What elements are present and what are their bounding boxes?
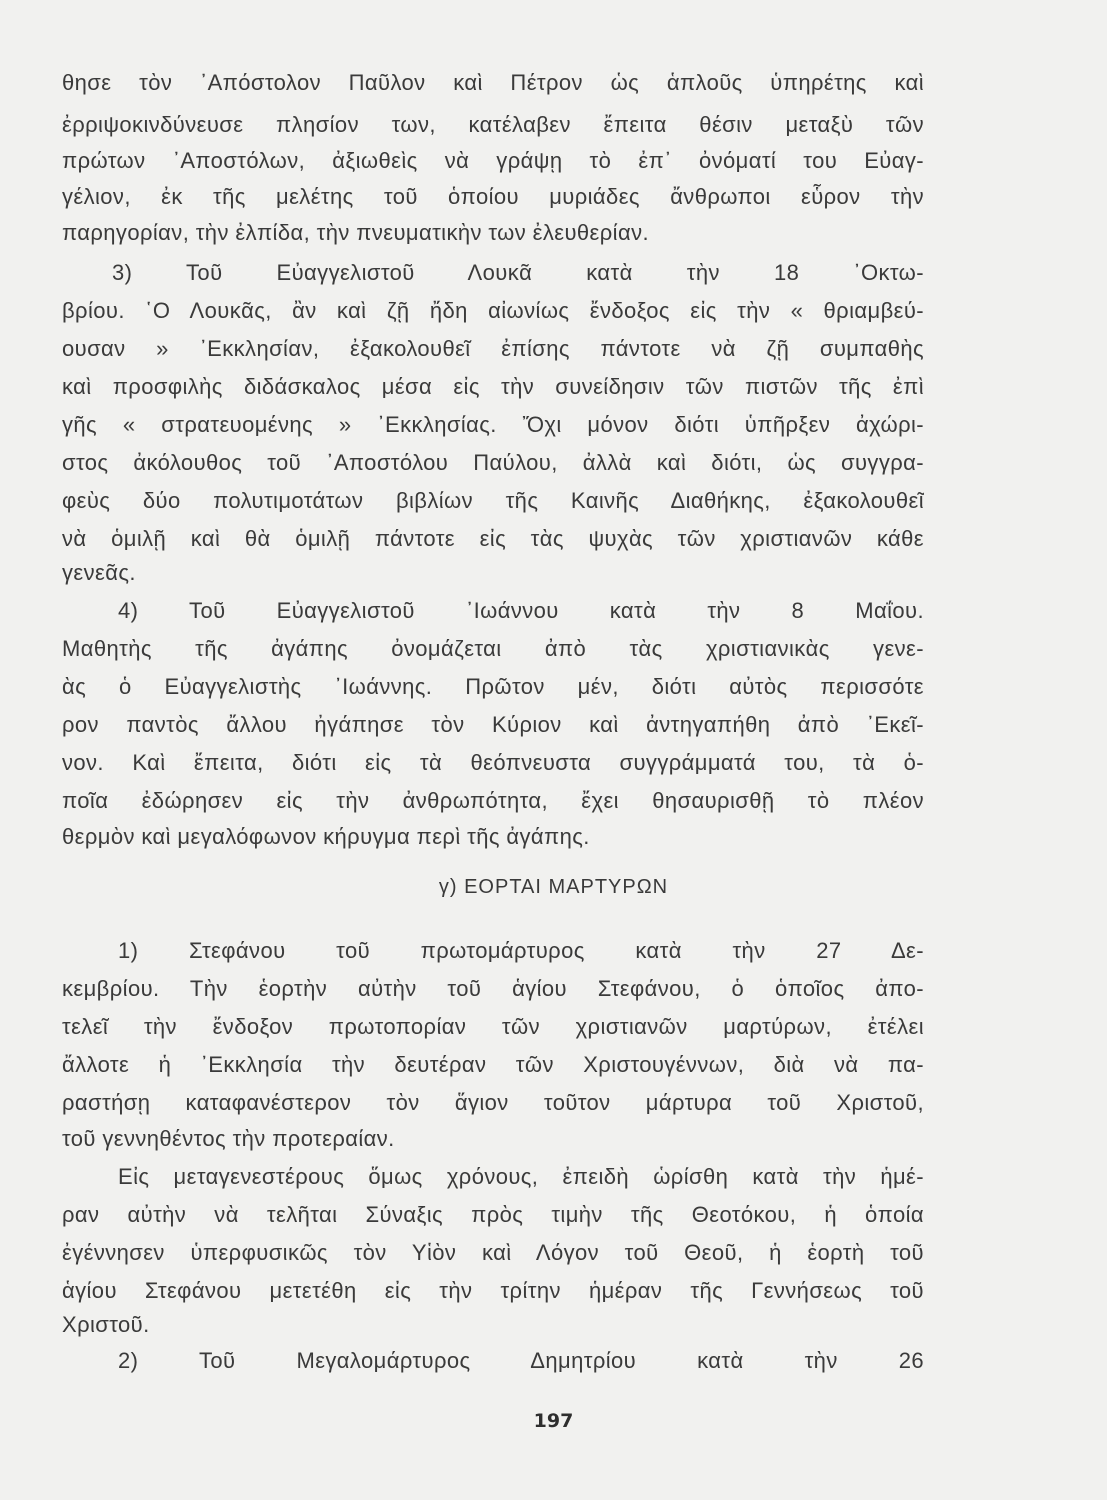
text-line: στος ἀκόλουθος τοῦ ᾿Αποστόλου Παύλου, ἀλλὰ καὶ διότι, ὡς συγγρα- <box>62 450 924 475</box>
text-line: θησε τὸν ᾿Απόστολον Παῦλον καὶ Πέτρον ὡς ἁπλοῦς ὑπηρέτης καὶ <box>62 70 924 95</box>
text-line: πρώτων ᾿Αποστόλων, ἀξιωθεὶς νὰ γράψῃ τὸ ἐπ᾿ ὀνόματί του Εὐαγ- <box>62 148 924 173</box>
text-line: καὶ προσφιλὴς διδάσκαλος μέσα εἰς τὴν συνείδησιν τῶν πιστῶν τῆς ἐπὶ <box>62 374 924 399</box>
text-line: Χριστοῦ. <box>62 1312 150 1337</box>
text-line: 2) Τοῦ Μεγαλομάρτυρος Δημητρίου κατὰ τὴν 26 <box>118 1348 924 1373</box>
text-line: Μαθητὴς τῆς ἀγάπης ὀνομάζεται ἀπὸ τὰς χριστιανικὰς γενε- <box>62 636 924 661</box>
text-line: γέλιον, ἐκ τῆς μελέτης τοῦ ὁποίου μυριάδες ἄνθρωποι εὗρον τὴν <box>62 184 924 209</box>
text-line: 1) Στεφάνου τοῦ πρωτομάρτυρος κατὰ τὴν 27 Δε- <box>118 938 924 963</box>
text-line: παρηγορίαν, τὴν ἐλπίδα, τὴν πνευματικὴν των ἐλευθερίαν. <box>62 220 649 245</box>
text-line: τοῦ γεννηθέντος τὴν προτεραίαν. <box>62 1126 395 1151</box>
text-line: γῆς « στρατευομένης » ᾿Εκκλησίας. Ὄχι μόνον διότι ὑπῆρξεν ἀχώρι- <box>62 412 924 437</box>
page-number: 197 <box>533 1410 574 1432</box>
text-line: φεὺς δύο πολυτιμοτάτων βιβλίων τῆς Καινῆς Διαθήκης, ἐξακολουθεῖ <box>62 488 924 513</box>
section-heading: γ) ΕΟΡΤΑΙ ΜΑΡΤΥΡΩΝ <box>438 876 669 898</box>
text-line: ρον παντὸς ἄλλου ἠγάπησε τὸν Κύριον καὶ ἀντηγαπήθη ἀπὸ ᾿Εκεῖ- <box>62 712 924 737</box>
text-line: νον. Καὶ ἔπειτα, διότι εἰς τὰ θεόπνευστα συγγράμματά του, τὰ ὁ- <box>62 750 924 775</box>
text-line: Εἰς μεταγενεστέρους ὅμως χρόνους, ἐπειδὴ ὡρίσθη κατὰ τὴν ἡμέ- <box>118 1164 924 1189</box>
text-line: ποῖα ἐδώρησεν εἰς τὴν ἀνθρωπότητα, ἔχει θησαυρισθῇ τὸ πλέον <box>62 788 924 813</box>
text-line: νὰ ὁμιλῇ καὶ θὰ ὁμιλῇ πάντοτε εἰς τὰς ψυχὰς τῶν χριστιανῶν κάθε <box>62 526 924 551</box>
text-line: ἐρριψοκινδύνευσε πλησίον των, κατέλαβεν ἔπειτα θέσιν μεταξὺ τῶν <box>62 112 924 137</box>
text-line: ἐγέννησεν ὑπερφυσικῶς τὸν Υἱὸν καὶ Λόγον τοῦ Θεοῦ, ἡ ἑορτὴ τοῦ <box>62 1240 924 1265</box>
text-line: ἁγίου Στεφάνου μετετέθη εἰς τὴν τρίτην ἡμέραν τῆς Γεννήσεως τοῦ <box>62 1278 924 1303</box>
text-line: γενεᾶς. <box>62 560 136 585</box>
text-line: ραν αὐτὴν νὰ τελῆται Σύναξις πρὸς τιμὴν τῆς Θεοτόκου, ἡ ὁποία <box>62 1202 924 1227</box>
text-line: βρίου. ῾Ο Λουκᾶς, ἂν καὶ ζῇ ἤδη αἰωνίως ἔνδοξος εἰς τὴν « θριαμβεύ- <box>62 298 924 323</box>
text-line: θερμὸν καὶ μεγαλόφωνον κήρυγμα περὶ τῆς ἀγάπης. <box>62 824 590 849</box>
text-line: ουσαν » ᾿Εκκλησίαν, ἐξακολουθεῖ ἐπίσης πάντοτε νὰ ζῇ συμπαθὴς <box>62 336 924 361</box>
text-line: 4) Τοῦ Εὐαγγελιστοῦ ᾿Ιωάννου κατὰ τὴν 8 Μαΐου. <box>118 598 924 623</box>
text-line: ὰς ὁ Εὐαγγελιστὴς ᾿Ιωάννης. Πρῶτον μέν, διότι αὐτὸς περισσότε <box>62 674 924 699</box>
text-line: τελεῖ τὴν ἔνδοξον πρωτοπορίαν τῶν χριστιανῶν μαρτύρων, ἐτέλει <box>62 1014 924 1039</box>
text-line: ραστήσῃ καταφανέστερον τὸν ἅγιον τοῦτον μάρτυρα τοῦ Χριστοῦ, <box>62 1090 924 1115</box>
text-line: κεμβρίου. Τὴν ἑορτὴν αὐτὴν τοῦ ἁγίου Στεφάνου, ὁ ὁποῖος ἀπο- <box>62 976 924 1001</box>
text-line: 3) Τοῦ Εὐαγγελιστοῦ Λουκᾶ κατὰ τὴν 18 ᾿Οκτω- <box>112 260 924 285</box>
text-line: ἄλλοτε ἡ ᾿Εκκλησία τὴν δευτέραν τῶν Χριστουγέννων, διὰ νὰ πα- <box>62 1052 924 1077</box>
